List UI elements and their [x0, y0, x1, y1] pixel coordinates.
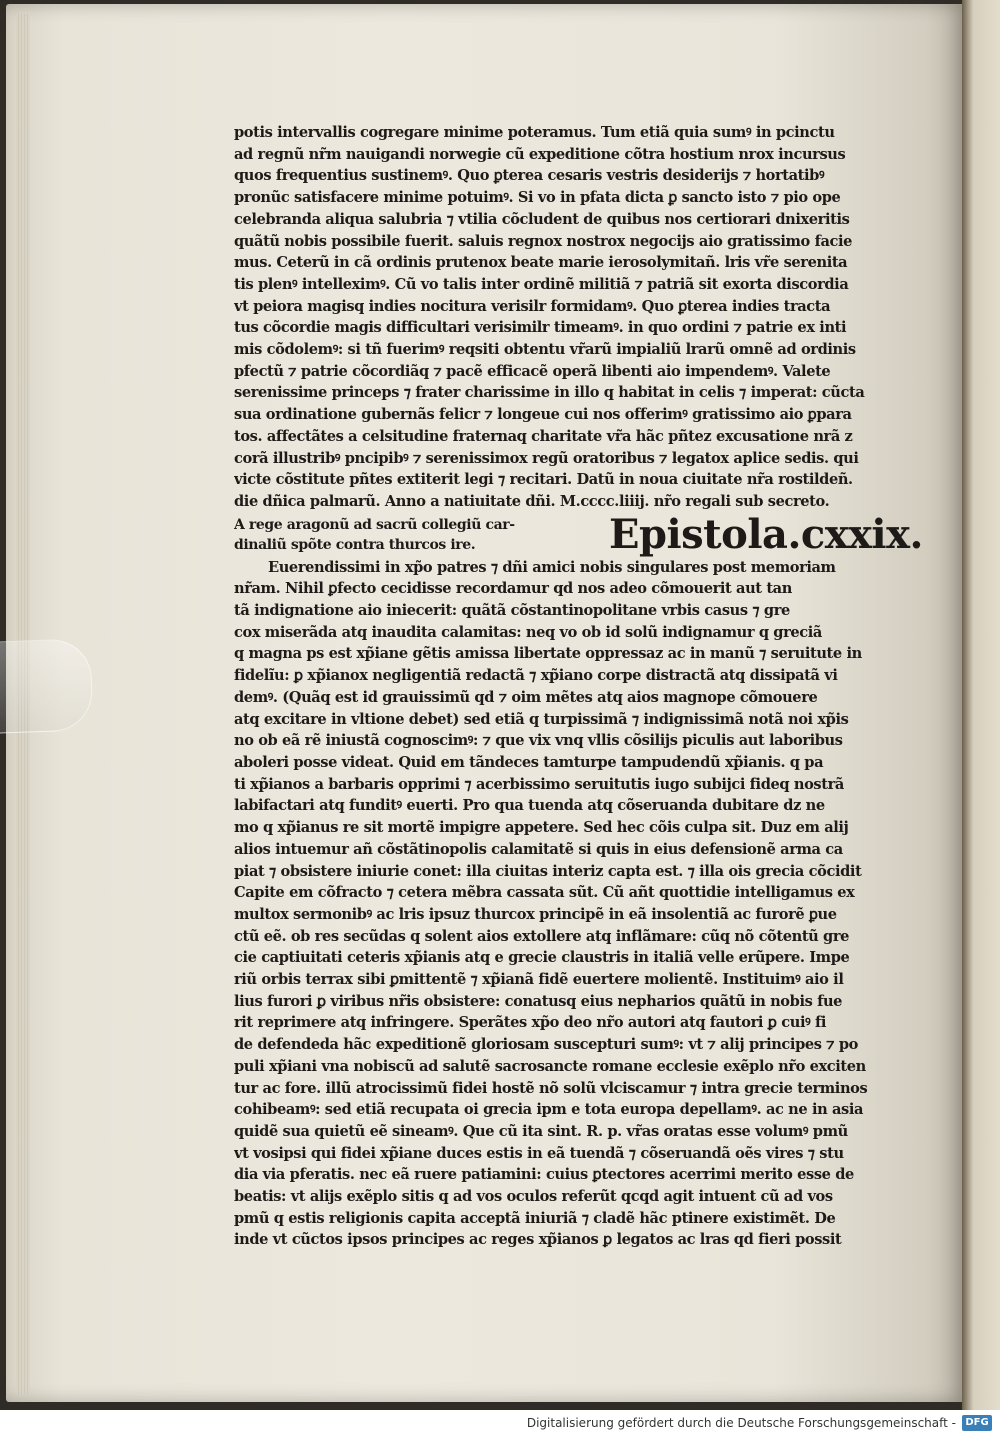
footer-credit: Digitalisierung gefördert durch die Deutsche Forschungsgemeinschaft -	[526, 1416, 956, 1430]
text-line: dinaliũ spõte contra thurcos ire.	[234, 536, 476, 553]
text-line: nr̃am. Nihil ꝑfecto cecidisse recordamur qd nos adeo cõmouerit aut tan	[234, 580, 792, 598]
letter-rubric	[234, 515, 594, 555]
text-line: lius furori ꝑ viribus nr̃is obsistere: conatusq eius nepharios quãtũ in nobis fue	[234, 992, 843, 1010]
text-line: labifactari atq funditꝰ euerti. Pro qua tuenda atq cõseruanda dubitare dz ne	[234, 797, 825, 815]
text-line: alios intuemur añ cõstãtinopolis calamitatẽ si quis in eius defensionẽ arma ca	[234, 840, 843, 858]
text-line: tis plenꝰ intelleximꝰ. Cũ vo talis inter ordinẽ militiã ⁊ patriã sit exorta discordia	[234, 275, 849, 293]
text-line: pronũc satisfacere minime potuimꝰ. Si vo in pfata dicta ꝑ sancto isto ⁊ pio ope	[234, 189, 841, 207]
text-line: mo q xp̃ianus re sit mortẽ impigre appetere. Sed hec cõis culpa sit. Duz em alij	[234, 819, 849, 837]
text-line: atq excitare in vltione debet) sed etiã q turpissimã ⁊ indignissimã notã noi xp̃is	[234, 710, 849, 728]
text-line: multox sermonibꝰ ac lris ipsuz thurcox principẽ in eã insolentiã ac furorẽ ꝑue	[234, 905, 837, 923]
text-line: quãtũ nobis possibile fuerit. saluis regnox nostrox negocijs aio gratissimo facie	[234, 232, 853, 250]
text-line: cox miserãda atq inaudita calamitas: neq vo ob id solũ indignamur q greciã	[234, 623, 822, 641]
text-line: q magna ps est xp̃iane gẽtis amissa libertate oppressaz ac in manũ ⁊ seruitute in	[234, 645, 862, 663]
text-line: die dñica palmarũ. Anno a natiuitate dñi. M.cccc.liiij. nr̃o regali sub secreto.	[234, 492, 830, 510]
text-line: ad regnũ nr̃m nauigandi norwegie cũ expeditione cõtra hostium nrox incursus	[234, 145, 846, 163]
epistola-title: Epistola.cxxix.	[609, 510, 923, 558]
text-line: corã illustribꝰ pncipibꝰ ⁊ serenissimox regũ oratoribus ⁊ legatox aplice sedis. qui	[234, 449, 859, 467]
text-line: fidelĩu: ꝑ xp̃ianox negligentiã redactã ⁊ xp̃iano corpe distractã atq dissipatã vi	[234, 667, 838, 685]
text-line: A rege aragonũ ad sacrũ collegiũ car-	[234, 516, 515, 533]
text-line: vt peiora magisq indies nocitura verisilr formidamꝰ. Quo ꝑterea indies tracta	[234, 297, 831, 315]
text-line: pmũ q estis religionis capita acceptã iniuriã ⁊ cladẽ hãc ptinere existimẽt. De	[234, 1209, 836, 1227]
text-line: aboleri posse videat. Quid em tãndeces tamturpe tampudendũ xp̃ianis. q pa	[234, 753, 824, 771]
text-line: quidẽ sua quietũ eẽ sineamꝰ. Que cũ ita sint. R. p. vr̃as oratas esse volumꝰ pmũ	[234, 1122, 848, 1140]
dfg-logo-icon: DFG	[962, 1415, 992, 1431]
text-line: de defendeda hãc expeditionẽ gloriosam suscepturi sumꝰ: vt ⁊ alij principes ⁊ po	[234, 1036, 859, 1054]
footer-bar	[0, 1410, 1000, 1437]
text-line: serenissime princeps ⁊ frater charissime in illo q habitat in celis ⁊ imperat: cũcta	[234, 384, 865, 402]
text-part-1	[234, 122, 870, 513]
letter-heading	[234, 510, 923, 558]
text-line: ctũ eẽ. ob res secũdas q solent aios extollere atq inflãmare: cũq nõ cõtentũ gre	[234, 927, 850, 945]
text-line: demꝰ. (Quãq est id grauissimũ qd ⁊ oim mẽtes atq aios magnope cõmouere	[234, 688, 818, 706]
text-line: piat ⁊ obsistere iniurie conet: illa ciuitas interiz capta est. ⁊ illa ois grecia cõcidit	[234, 862, 862, 880]
text-line: vt vosipsi qui fidei xp̃iane duces estis in eã tuendã ⁊ cõseruandã oẽs vires ⁊ stu	[234, 1144, 844, 1162]
book-page	[6, 4, 966, 1402]
text-line: dia via pferatis. nec eã ruere patiamini: cuius ꝑtectores acerrimi merito esse de	[234, 1166, 854, 1184]
page-clamp	[0, 638, 94, 734]
text-line: Euerendissimi in xp̃o patres ⁊ dñi amici nobis singulares post memoriam	[268, 558, 836, 576]
printed-text-block	[234, 122, 923, 1251]
adjacent-page-edge	[962, 0, 1000, 1410]
text-line: quos frequentius sustinemꝰ. Quo ꝑterea cesaris vestris desiderijs ⁊ hortatibꝰ	[234, 167, 825, 185]
text-line: ti xp̃ianos a barbaris opprimi ⁊ acerbissimo seruitutis iugo subijci fideq nostrã	[234, 775, 844, 793]
text-line: tos. affectãtes a celsitudine fraternaq charitate vr̃a hãc pñtez excusatione nrã z	[234, 427, 853, 445]
text-line: puli xp̃iani vna nobiscũ ad salutẽ sacrosancte romane ecclesie exẽplo nr̃o exciten	[234, 1057, 866, 1075]
text-line: potis intervallis cogregare minime poteramus. Tum etiã quia sumꝰ in pcinctu	[234, 124, 835, 141]
text-line: rit reprimere atq infringere. Sperãtes xp̃o deo nr̃o autori atq fautori ꝑ cuiꝰ fi	[234, 1014, 826, 1032]
text-line: mis cõdolemꝰ: si tñ fuerimꝰ reqsiti obtentu vr̃arũ impialiũ lrarũ omnẽ ad ordinis	[234, 341, 856, 359]
text-line: beatis: vt alijs exẽplo sitis q ad vos oculos referũt qcqd agit intuent cũ ad vos	[234, 1188, 833, 1206]
text-part-2	[234, 557, 870, 1252]
text-line: tur ac fore. illũ atrocissimũ fidei hostẽ nõ solũ vlciscamur ⁊ intra grecie terminos	[234, 1079, 868, 1097]
text-line: cie captiuitati ceteris xp̃ianis atq e grecie claustris in italiã velle erũpere. Impe	[234, 949, 850, 967]
text-line: celebranda aliqua salubria ⁊ vtilia cõcludent de quibus nos certiorari dnixeritis	[234, 210, 850, 228]
text-line: no ob eã rẽ iniustã cognoscimꝰ: ⁊ que vix vnq vllis cõsilijs piculis aut laboribus	[234, 732, 843, 750]
text-line: victe cõstitute pñtes extiterit legi ⁊ recitari. Datũ in noua ciuitate nr̃a rostildeñ.	[234, 471, 853, 489]
text-line: tã indignatione aio iniecerit: quãtã cõstantinopolitane vrbis casus ⁊ gre	[234, 602, 790, 620]
text-line: cohibeamꝰ: sed etiã recupata oi grecia ipm e tota europa depellamꝰ. ac ne in asia	[234, 1101, 864, 1119]
text-line: tus cõcordie magis difficultari verisimilr timeamꝰ. in quo ordini ⁊ patrie ex inti	[234, 319, 847, 337]
text-line: riũ orbis terrax sibi ꝑmittentẽ ⁊ xp̃ianã fidẽ euertere molientẽ. Instituimꝰ aio il	[234, 971, 844, 989]
text-line: Capite em cõfracto ⁊ cetera mẽbra cassata sũt. Cũ añt quottidie intelligamus ex	[234, 884, 855, 902]
text-line: mus. Ceterũ in cã ordinis prutenox beate marie ierosolymitañ. lris vr̃e serenita	[234, 254, 848, 272]
text-line: pfectũ ⁊ patrie cõcordiãq ⁊ pacẽ efficacẽ operã libenti aio impendemꝰ. Valete	[234, 362, 831, 380]
text-line: inde vt cũctos ipsos principes ac reges xp̃ianos ꝑ legatos ac lras qd fieri possit	[234, 1231, 842, 1249]
text-line: sua ordinatione gubernãs felicr ⁊ longeue cui nos offerimꝰ gratissimo aio ꝑpara	[234, 406, 852, 424]
